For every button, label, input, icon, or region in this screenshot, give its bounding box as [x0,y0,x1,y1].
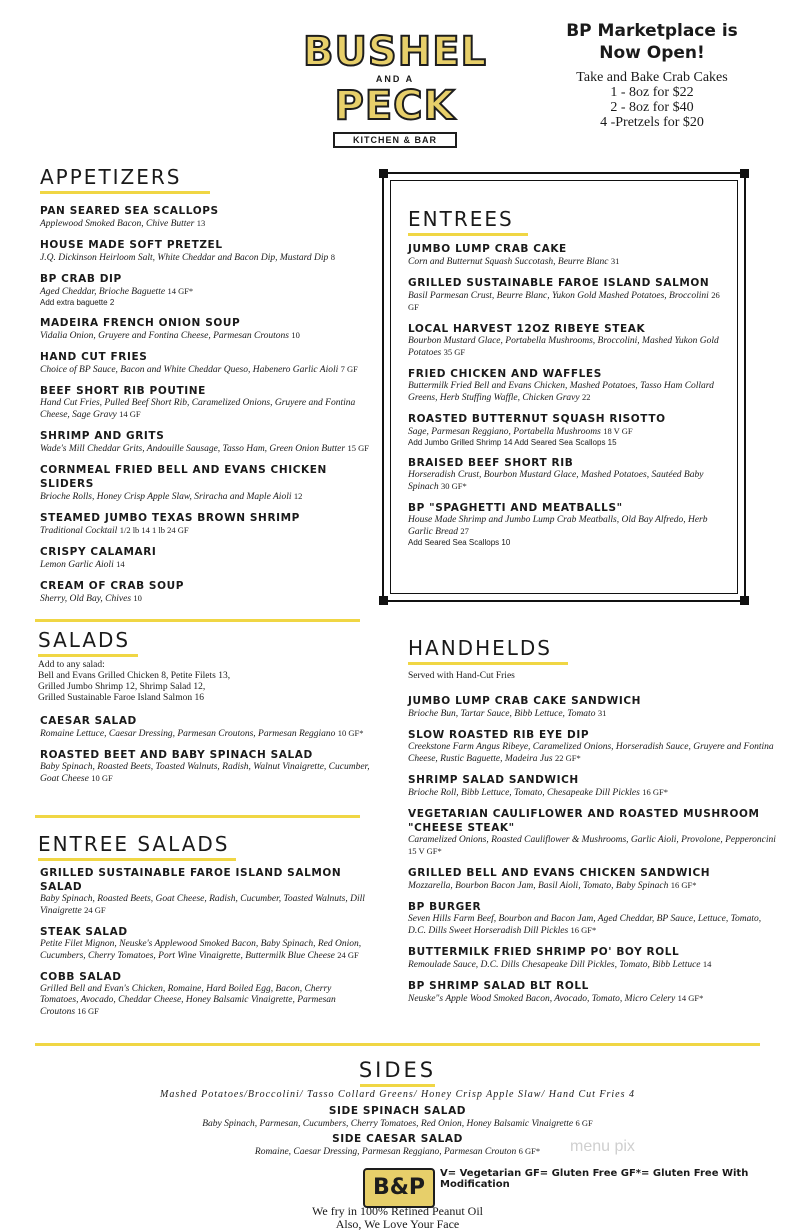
menu-item [40,866,370,917]
promo-line: 2 - 8oz for $40 [610,100,694,115]
item-name: JUMBO LUMP CRAB CAKE [408,243,567,255]
menu-item [408,900,778,937]
item-desc: Neuske"s Apple Wood Smoked Bacon, Avocado, Tomato, Micro Celery [408,994,676,1004]
item-description-row [408,426,728,438]
item-desc: Baby Spinach, Roasted Beets, Toasted Walnuts, Radish, Walnut Vinaigrette, Cucumber, Goat Cheese [40,762,370,784]
item-description-row [408,336,728,359]
item-desc: Lemon Garlic Aioli [40,560,114,570]
item-desc: Petite Filet Mignon, Neuske's Applewood Smoked Bacon, Baby Spinach, Red Onion, Cucumbers, Cherry Tomatoes, Port Wine Vinaigrette, Buttermilk Blue Cheese [40,939,362,961]
item-desc: Grilled Bell and Evan's Chicken, Romaine, Hard Boiled Egg, Bacon, Cherry Tomatoes, Avocado, Cheddar Cheese, Honey Balsamic Vinaigrette, Parmesan Croutons [40,984,336,1017]
item-name: GRILLED SUSTAINABLE FAROE ISLAND SALMON SALAD [40,867,342,893]
item-name: LOCAL HARVEST 12OZ RIBEYE STEAK [408,323,646,335]
item-price: 22 [581,392,591,402]
item-desc: Vidalia Onion, Gruyere and Fontina Cheese, Parmesan Croutons [40,331,289,341]
item-desc: Brioche Roll, Bibb Lettuce, Tomato, Chesapeake Dill Pickles [408,788,640,798]
item-price: 22 GF* [554,753,581,763]
salad-add-on-line: Add to any salad: [38,660,105,670]
item-name: BP BURGER [408,901,482,913]
section-title: SALADS [38,628,131,652]
item-desc: Hand Cut Fries, Pulled Beef Short Rib, Caramelized Onions, Gruyere and Fontina Cheese, Sage Gravy [40,398,356,420]
item-price: 7 GF [340,364,358,374]
item-name: SHRIMP SALAD SANDWICH [408,774,579,786]
item-price: 16 GF [77,1006,99,1016]
item-description-row [408,742,778,765]
sides-list-line: Mashed Potatoes/Broccolini/ Tasso Collard Greens/ Honey Crisp Apple Slaw/ Hand Cut Fries 4 [160,1089,635,1100]
section-divider [35,1043,760,1046]
item-description-row [40,491,375,503]
promo-line: Take and Bake Crab Cakes [576,70,728,85]
menu-item [40,714,370,740]
handhelds-heading [408,636,568,665]
item-desc: Buttermilk Fried Bell and Evans Chicken, Mashed Potatoes, Tasso Ham Collard Greens, Herb Stuffing Waffle, Chicken Gravy [408,381,714,403]
item-price: 26 GF [408,290,720,312]
item-description-row [40,939,370,962]
item-price: 10 GF* [337,728,364,738]
section-title: HANDHELDS [408,636,552,660]
item-description-row [40,218,375,230]
side-caesar-salad [0,1132,795,1158]
salad-add-on-line: Grilled Jumbo Shrimp 12, Shrimp Salad 12, [38,682,206,692]
salads-heading [38,628,138,657]
restaurant-logo [290,30,500,160]
item-extra: Add extra baguette 2 [40,298,115,307]
item-price: 13 [196,218,206,228]
item-desc: Remoulade Sauce, D.C. Dills Chesapeake Dill Pickles, Tomato, Bibb Lettuce [408,960,701,970]
menu-item [408,242,728,268]
item-name: BUTTERMILK FRIED SHRIMP PO' BOY ROLL [408,946,680,958]
item-price: 10 [291,330,300,340]
item-price: 14 GF* [677,993,704,1003]
menu-item [40,748,370,785]
watermark: menu pix [570,1138,635,1155]
item-price: 14 [702,959,712,969]
sides-title: SIDES [358,1058,437,1082]
menu-item [40,511,375,537]
item-name: ROASTED BUTTERNUT SQUASH RISOTTO [408,413,666,425]
item-description-row [40,728,370,740]
item-price: 12 [293,491,303,501]
bp-badge-logo: B&P [363,1168,435,1208]
item-description-row [40,286,375,298]
entrees-list [408,242,728,556]
marketplace-promo [527,20,777,130]
logo-tagline: KITCHEN & BAR [333,132,457,148]
item-description-row [408,787,778,799]
item-name: ROASTED BEET AND BABY SPINACH SALAD [40,749,313,761]
item-desc: Horseradish Crust, Bourbon Mustard Glace, Mashed Potatoes, Sautéed Baby Spinach [408,470,704,492]
item-desc: Traditional Cocktail [40,526,118,536]
item-desc: Applewood Smoked Bacon, Chive Butter [40,219,195,229]
item-name: HOUSE MADE SOFT PRETZEL [40,239,223,251]
item-price: 10 [133,593,142,603]
item-price: 14 GF [119,409,141,419]
item-description-row [408,256,728,268]
menu-item [40,579,375,605]
entree-salads-heading [38,832,236,861]
item-desc: Bourbon Mustard Glace, Portabella Mushrooms, Broccolini, Mashed Yukon Gold Potatoes [408,336,719,358]
item-price: 6 GF [575,1118,593,1128]
item-price: 16 GF* [570,925,597,935]
frame-corner [379,169,388,178]
item-description-row [40,398,375,421]
item-desc: Romaine, Caesar Dressing, Parmesan Reggiano, Parmesan Crouton [254,1147,517,1157]
item-price: 16 GF* [670,880,697,890]
item-price: 35 GF [443,347,466,357]
item-description-row [408,290,728,314]
item-price: 1/2 lb 14 1 lb 24 GF [119,525,189,535]
item-description-row [40,762,370,785]
item-price: 10 GF [91,773,113,783]
item-name: MADEIRA FRENCH ONION SOUP [40,317,241,329]
footer-note [0,1205,795,1231]
footer-line: We fry in 100% Refined Peanut Oil [312,1204,483,1218]
menu-item [40,384,375,421]
item-name: STEAK SALAD [40,926,128,938]
menu-item [40,272,375,308]
item-description-row [408,835,778,858]
item-price: 27 [460,526,469,536]
menu-item [408,322,728,359]
item-name: FRIED CHICKEN AND WAFFLES [408,368,602,380]
menu-item [408,456,728,493]
item-description-row [40,443,375,455]
item-name: SLOW ROASTED RIB EYE DIP [408,729,590,741]
item-description-row [40,364,375,376]
appetizers-heading [40,165,210,194]
item-name: GRILLED BELL AND EVANS CHICKEN SANDWICH [408,867,711,879]
item-name: BP CRAB DIP [40,273,122,285]
item-price: 31 [597,708,607,718]
menu-item [40,545,375,571]
section-divider [35,815,360,818]
item-description-row [408,708,778,720]
promo-title-2: Now Open! [599,43,705,63]
item-price: 8 [330,252,335,262]
title-underline [38,654,138,657]
item-description-row [40,330,375,342]
menu-item [408,773,778,799]
item-description-row [408,959,778,971]
menu-item [40,204,375,230]
promo-line: 1 - 8oz for $22 [610,85,694,100]
frame-corner [740,169,749,178]
item-price: 31 [610,256,620,266]
menu-item [408,694,778,720]
item-name: CREAM OF CRAB SOUP [40,580,185,592]
item-desc: Caramelized Onions, Roasted Cauliflower & Mushrooms, Garlic Aioli, Provolone, Pepperoncini [408,835,776,845]
item-extra: Add Seared Sea Scallops 10 [408,538,511,547]
promo-title-1: BP Marketplace is [566,21,738,41]
item-name: CRISPY CALAMARI [40,546,157,558]
item-description-row [408,470,728,493]
salad-add-ons [38,660,368,704]
menu-item [40,463,375,503]
item-name: COBB SALAD [40,971,122,983]
item-extra: Add Jumbo Grilled Shrimp 14 Add Seared Sea Scallops 15 [408,438,617,447]
frame-corner [740,596,749,605]
item-price: 30 GF* [440,481,467,491]
item-desc: Mozzarella, Bourbon Bacon Jam, Basil Aioli, Tomato, Baby Spinach [408,881,669,891]
item-desc: Seven Hills Farm Beef, Bourbon and Bacon Jam, Aged Cheddar, BP Sauce, Lettuce, Tomato, D.C. Dills Sweet Horseradish Dill Pickles [408,914,762,936]
handhelds-list [408,694,778,1013]
sides-underline [360,1084,435,1087]
menu-item [408,276,728,314]
entree-salads-list [40,866,370,1026]
section-divider [35,619,360,622]
item-name: SIDE CAESAR SALAD [332,1133,463,1145]
item-desc: Brioche Bun, Tartar Sauce, Bibb Lettuce, Tomato [408,709,596,719]
item-desc: Aged Cheddar, Brioche Baguette [40,287,166,297]
item-desc: Corn and Butternut Squash Succotash, Beurre Blanc [408,257,609,267]
menu-item [40,925,370,962]
menu-item [40,970,370,1018]
item-name: VEGETARIAN CAULIFLOWER AND ROASTED MUSHROOM "CHEESE STEAK" [408,808,760,834]
item-name: GRILLED SUSTAINABLE FAROE ISLAND SALMON [408,277,710,289]
item-desc: Sherry, Old Bay, Chives [40,594,132,604]
item-price: 24 GF [337,950,359,960]
menu-item [408,807,778,858]
item-price: 16 GF* [642,787,668,797]
item-price: 14 [116,559,125,569]
item-desc: J.Q. Dickinson Heirloom Salt, White Cheddar and Bacon Dip, Mustard Dip [40,253,329,263]
menu-item [40,350,375,376]
item-description-row [40,252,375,264]
section-title: ENTREE SALADS [38,832,230,856]
menu-item [40,238,375,264]
menu-item [40,429,375,455]
item-desc: Brioche Rolls, Honey Crisp Apple Slaw, Sriracha and Maple Aioli [40,492,292,502]
menu-item [40,316,375,342]
item-desc: Wade's Mill Cheddar Grits, Andouille Sausage, Tasso Ham, Green Onion Butter [40,444,346,454]
item-name: BEEF SHORT RIB POUTINE [40,385,206,397]
item-description-row [408,993,778,1005]
item-price: 14 GF* [167,286,194,296]
item-description-row [40,593,375,605]
item-desc: Baby Spinach, Parmesan, Cucumbers, Cherry Tomatoes, Red Onion, Honey Balsamic Vinaigrette [202,1119,574,1129]
section-title: ENTREES [408,207,514,231]
logo-line-and-a: AND A [375,74,415,84]
item-description-row [40,559,375,571]
salad-add-on-line: Grilled Sustainable Faroe Island Salmon 16 [38,693,204,703]
section-title: APPETIZERS [40,165,182,189]
item-description-row [40,525,375,537]
item-name: PAN SEARED SEA SCALLOPS [40,205,219,217]
menu-item [408,866,778,892]
item-price: 24 GF [84,905,106,915]
item-price: 15 V GF* [408,846,442,856]
salads-list [40,714,370,793]
item-name: STEAMED JUMBO TEXAS BROWN SHRIMP [40,512,300,524]
item-desc: House Made Shrimp and Jumbo Lump Crab Meatballs, Old Bay Alfredo, Herb Garlic Bread [408,515,708,537]
item-desc: Basil Parmesan Crust, Beurre Blanc, Yukon Gold Mashed Potatoes, Broccolini [408,291,709,301]
promo-line: 4 -Pretzels for $20 [600,115,704,130]
menu-item [408,367,728,404]
menu-item [408,412,728,448]
item-description-row [408,381,728,404]
appetizers-list [40,204,375,613]
item-name: JUMBO LUMP CRAB CAKE SANDWICH [408,695,642,707]
item-name: HAND CUT FRIES [40,351,148,363]
menu-item [408,979,778,1005]
menu-item [408,501,728,548]
logo-line-peck: PECK [334,83,456,129]
item-name: BP "SPAGHETTI AND MEATBALLS" [408,502,623,514]
item-name: CAESAR SALAD [40,715,137,727]
footer-line: Also, We Love Your Face [335,1217,460,1231]
item-name: CORNMEAL FRIED BELL AND EVANS CHICKEN SLIDERS [40,464,327,490]
handhelds-note: Served with Hand-Cut Fries [408,671,515,681]
item-name: SHRIMP AND GRITS [40,430,165,442]
item-description-row [408,914,778,937]
salad-add-on-line: Bell and Evans Grilled Chicken 8, Petite Filets 13, [38,671,231,681]
item-desc: Choice of BP Sauce, Bacon and White Cheddar Queso, Habenero Garlic Aioli [40,365,339,375]
side-spinach-salad [0,1104,795,1130]
item-price: 6 GF* [518,1146,541,1156]
item-name: SIDE SPINACH SALAD [328,1105,467,1117]
frame-corner [379,596,388,605]
item-description-row [40,894,370,917]
title-underline [408,233,528,236]
item-desc: Romaine Lettuce, Caesar Dressing, Parmesan Croutons, Parmesan Reggiano [40,729,336,739]
entrees-heading [408,207,528,236]
item-desc: Baby Spinach, Roasted Beets, Goat Cheese, Radish, Cucumber, Toasted Walnuts, Dill Vinaigrette [40,894,365,916]
logo-line-bushel: BUSHEL [302,29,488,75]
title-underline [40,191,210,194]
menu-item [408,945,778,971]
title-underline [408,662,568,665]
item-price: 18 V GF [603,426,633,436]
item-price: 15 GF [347,443,369,453]
item-name: BP SHRIMP SALAD BLT ROLL [408,980,589,992]
title-underline [38,858,236,861]
item-description-row [408,880,778,892]
item-name: BRAISED BEEF SHORT RIB [408,457,574,469]
diet-legend: V= Vegetarian GF= Gluten Free GF*= Gluten Free With Modification [440,1168,749,1190]
item-desc: Creekstone Farm Angus Ribeye, Caramelized Onions, Horseradish Sauce, Gruyere and Fontina Cheese, Rustic Baguette, Madeira Jus [408,742,774,764]
item-desc: Sage, Parmesan Reggiano, Portabella Mushrooms [408,427,601,437]
item-description-row [40,984,370,1018]
item-description-row [408,515,728,538]
menu-item [408,728,778,765]
